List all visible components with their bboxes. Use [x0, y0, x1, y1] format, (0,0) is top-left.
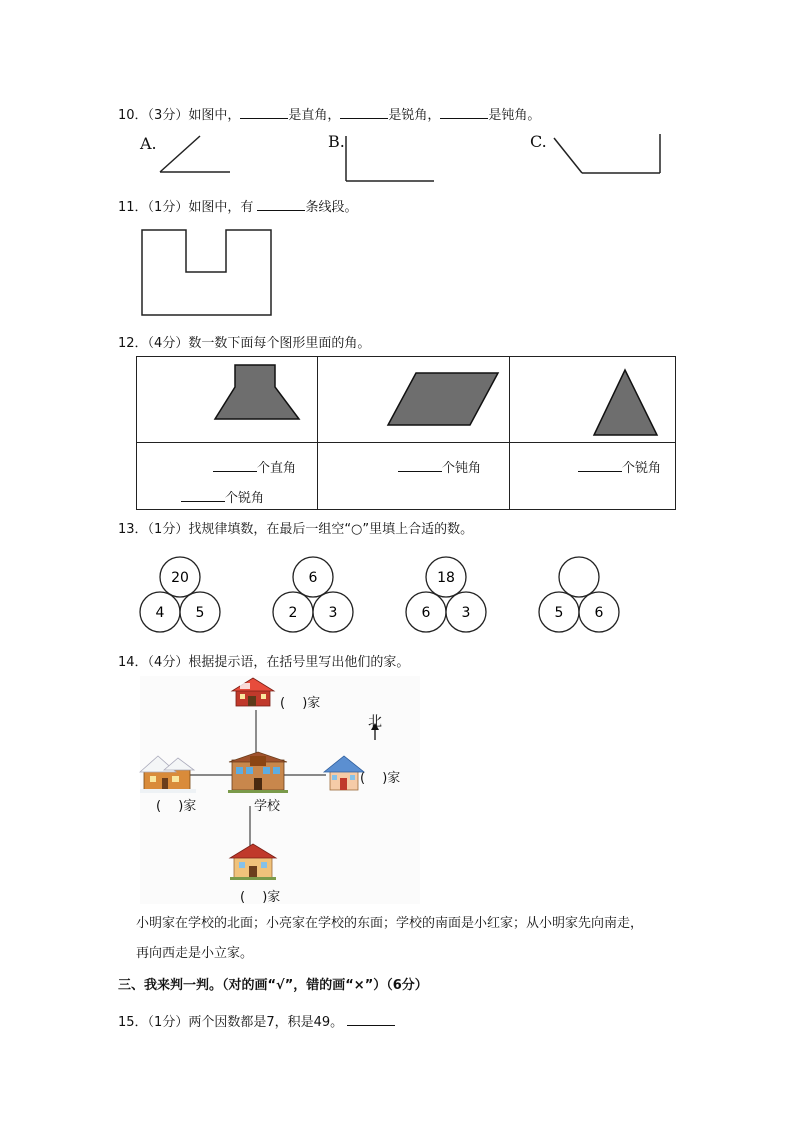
q12-title: 12．（4分）数一数下面每个图形里面的角。 — [118, 336, 371, 351]
circle-group-1 — [140, 557, 220, 632]
cell-triangle-answers — [510, 443, 676, 510]
south-house-label[interactable]: ( )家 — [240, 890, 281, 905]
top-circle-number: 18 — [437, 570, 455, 586]
cell-parallelogram — [318, 357, 510, 443]
obtuse-angle-count: 个钝角 — [398, 457, 481, 476]
right-circle-number: 3 — [328, 605, 338, 621]
cell-trapezoid — [137, 357, 318, 443]
top-circle[interactable] — [559, 557, 599, 597]
cell-triangle — [510, 357, 676, 443]
parallelogram-shape — [386, 369, 502, 429]
q14-hint-line2: 再向西走是小立家。 — [136, 946, 254, 961]
section3-title: 三、我来判一判。（对的画“√”，错的画“×”）（6分） — [118, 978, 428, 993]
circle-group-2 — [273, 557, 353, 632]
figure-a-label: A. — [140, 134, 157, 153]
circle-group-4 — [539, 557, 619, 632]
q13-number-circles — [136, 550, 646, 638]
right-circle-number: 5 — [195, 605, 205, 621]
acute-angle-count-1: 个锐角 — [181, 487, 264, 506]
q10-blank-1[interactable] — [240, 106, 288, 119]
q10-angle-figures — [150, 128, 670, 188]
obtuse-angle-blank[interactable] — [398, 459, 442, 472]
acute-angle-blank-1[interactable] — [181, 489, 225, 502]
q13-title: 13．（1分）找规律填数，在最后一组空“○”里填上合适的数。 — [118, 522, 474, 537]
q14-title: 14．（4分）根据提示语，在括号里写出他们的家。 — [118, 655, 410, 670]
south-house-icon — [230, 844, 276, 880]
q10-blank-2[interactable] — [340, 106, 388, 119]
q11-text: 11．（1分）如图中，有 条线段。 — [118, 200, 358, 215]
trapezoid-shape — [213, 363, 303, 421]
west-house-icon — [140, 756, 196, 793]
angle-c-obtuse — [554, 134, 660, 173]
cell-trapezoid-answers — [137, 443, 318, 510]
west-house-label[interactable]: ( )家 — [156, 799, 197, 814]
top-circle-number: 20 — [171, 570, 189, 586]
q14-hint-line1: 小明家在学校的北面；小亮家在学校的东面；学校的南面是小红家；从小明家先向南走， — [136, 916, 644, 931]
left-circle-number: 5 — [554, 605, 564, 621]
right-angle-count: 个直角 — [213, 457, 296, 476]
left-circle-number: 4 — [155, 605, 165, 621]
q10-text: 10．（3分）如图中， 是直角， 是锐角， 是钝角。 — [118, 108, 541, 123]
left-circle-number: 6 — [421, 605, 431, 621]
q11-u-shape-figure — [140, 228, 276, 320]
angle-b-right — [346, 136, 434, 181]
q15-blank[interactable] — [347, 1013, 395, 1026]
acute-angle-count-2: 个锐角 — [578, 457, 661, 476]
east-house-icon — [324, 756, 364, 790]
right-angle-blank[interactable] — [213, 459, 257, 472]
triangle-shape — [590, 367, 660, 439]
right-circle-number: 3 — [461, 605, 471, 621]
angle-a-acute — [160, 136, 230, 172]
q12-angle-table — [136, 356, 676, 510]
top-circle-number: 6 — [308, 570, 318, 586]
right-circle-number: 6 — [594, 605, 604, 621]
cell-parallelogram-answers — [318, 443, 510, 510]
figure-b-label: B. — [328, 132, 345, 151]
acute-angle-blank-2[interactable] — [578, 459, 622, 472]
q15-text: 15．（1分）两个因数都是7，积是49。 — [118, 1011, 395, 1030]
east-house-label[interactable]: ( )家 — [360, 771, 401, 786]
q11-blank[interactable] — [257, 198, 305, 211]
school-label: 学校 — [254, 799, 281, 814]
circle-group-3 — [406, 557, 486, 632]
left-circle-number: 2 — [288, 605, 298, 621]
north-label: 北 — [368, 714, 382, 730]
q10-blank-3[interactable] — [440, 106, 488, 119]
school-icon — [228, 752, 288, 793]
north-house-label[interactable]: ( )家 — [280, 696, 321, 711]
north-house-icon — [232, 678, 274, 706]
figure-c-label: C. — [530, 132, 547, 151]
